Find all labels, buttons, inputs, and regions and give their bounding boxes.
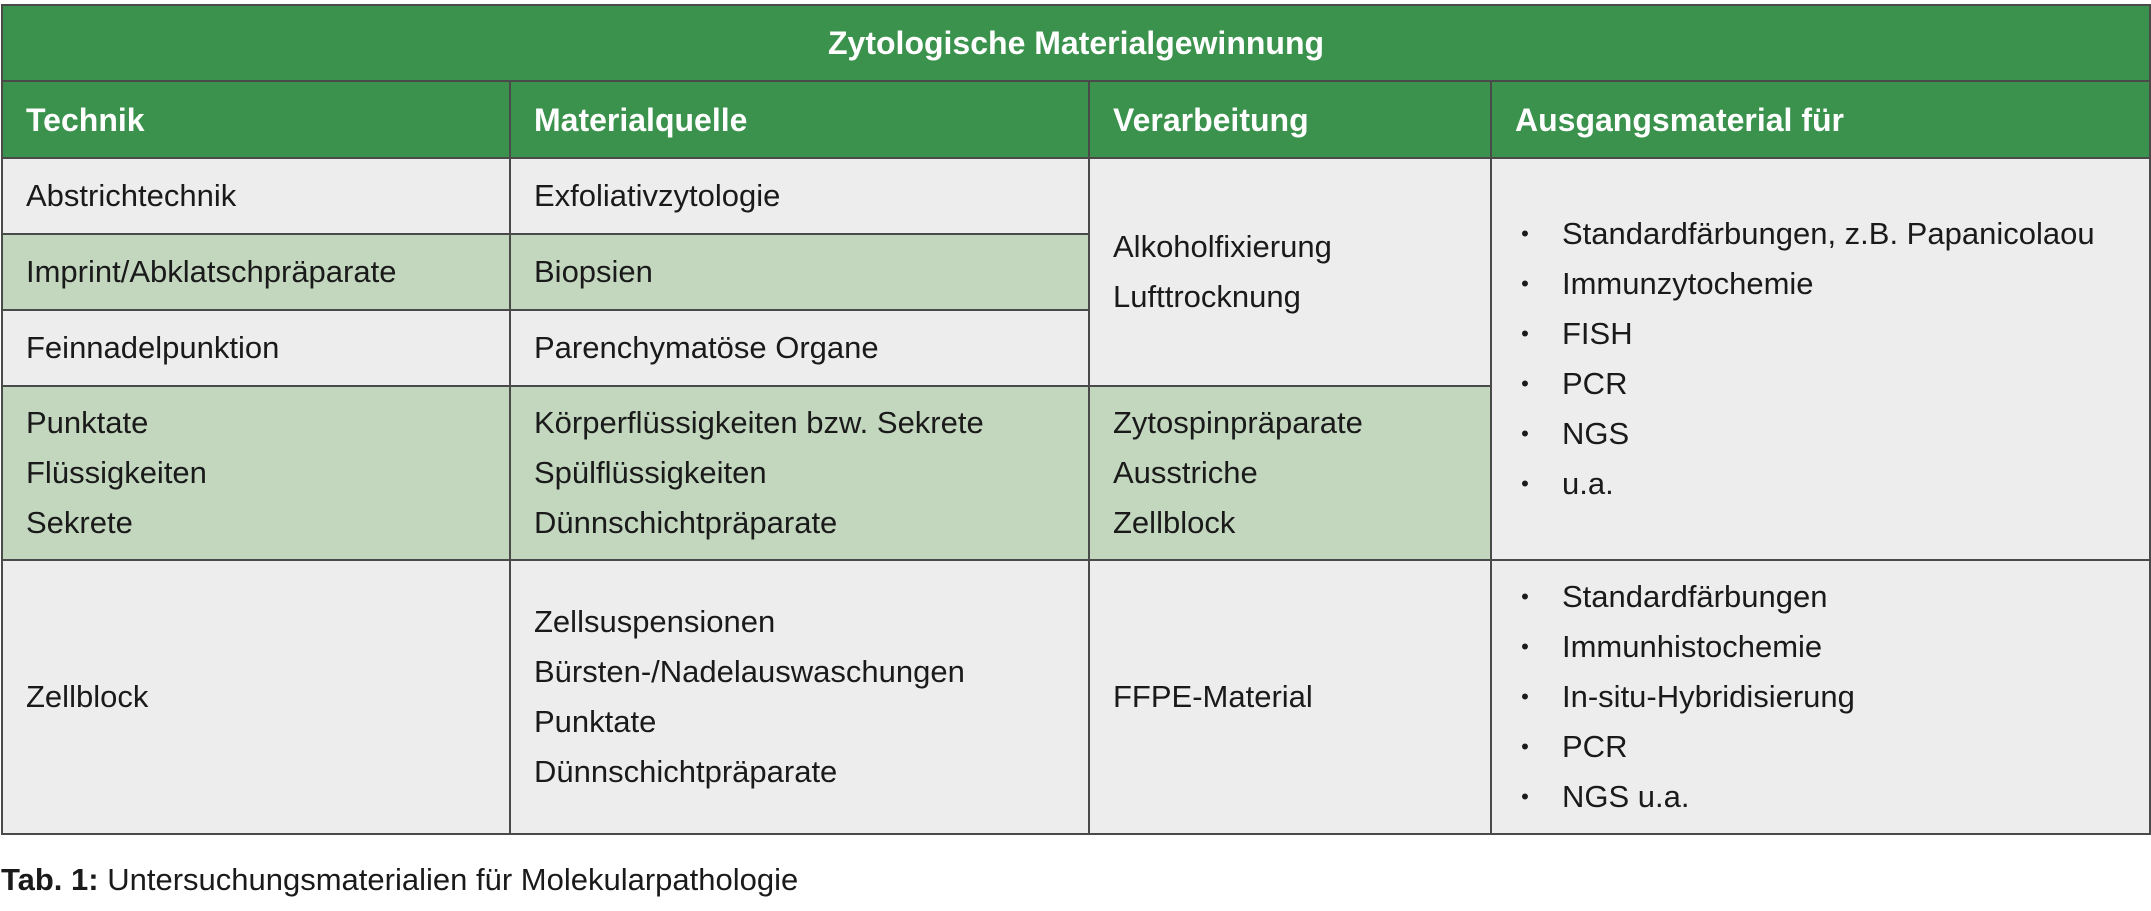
cell-materialquelle: Zellsuspensionen Bürsten-/Nadelauswaschungen Punktate Dünnschichtpräparate	[510, 560, 1089, 834]
cell-ausgangsmaterial-merged	[1491, 158, 2150, 560]
header-row	[2, 81, 2150, 158]
cell-technik: Feinnadelpunktion	[2, 310, 510, 386]
list-item: • Standardfärbungen	[1515, 572, 2149, 622]
cell-ausgangsmaterial	[1491, 560, 2150, 834]
table-row	[2, 560, 2150, 834]
header-materialquelle: Materialquelle	[510, 81, 1089, 158]
cell-materialquelle: Körperflüssigkeiten bzw. Sekrete Spülflüssigkeiten Dünnschichtpräparate	[510, 386, 1089, 560]
cell-materialquelle: Exfoliativzytologie	[510, 158, 1089, 234]
cell-materialquelle: Parenchymatöse Organe	[510, 310, 1089, 386]
material-table	[1, 4, 2151, 835]
cell-materialquelle: Biopsien	[510, 234, 1089, 310]
list-item: • FISH	[1515, 309, 2149, 359]
cell-verarbeitung: Zytospinpräparate Ausstriche Zellblock	[1089, 386, 1491, 560]
table-row	[2, 158, 2150, 234]
ausgangsmaterial-list	[1515, 572, 2149, 822]
bullet-icon: •	[1521, 321, 1529, 346]
table-caption	[1, 862, 798, 898]
bullet-icon: •	[1521, 471, 1529, 496]
cell-technik: Imprint/Abklatschpräparate	[2, 234, 510, 310]
cell-technik: Punktate Flüssigkeiten Sekrete	[2, 386, 510, 560]
header-verarbeitung: Verarbeitung	[1089, 81, 1491, 158]
cell-verarbeitung: FFPE-Material	[1089, 560, 1491, 834]
list-item: • Immunzytochemie	[1515, 259, 2149, 309]
header-ausgangsmaterial: Ausgangsmaterial für	[1491, 81, 2150, 158]
list-item: • Immunhistochemie	[1515, 622, 2149, 672]
cell-technik: Zellblock	[2, 560, 510, 834]
caption-label: Tab. 1:	[1, 862, 99, 897]
bullet-icon: •	[1521, 421, 1529, 446]
list-item: • NGS u.a.	[1515, 772, 2149, 822]
list-item: • Standardfärbungen, z.B. Papanicolaou	[1515, 209, 2149, 259]
bullet-icon: •	[1521, 784, 1529, 809]
list-item: • PCR	[1515, 722, 2149, 772]
bullet-icon: •	[1521, 634, 1529, 659]
header-technik: Technik	[2, 81, 510, 158]
bullet-icon: •	[1521, 371, 1529, 396]
bullet-icon: •	[1521, 584, 1529, 609]
list-item: • u.a.	[1515, 459, 2149, 509]
bullet-icon: •	[1521, 734, 1529, 759]
ausgangsmaterial-list	[1515, 209, 2149, 509]
table-title: Zytologische Materialgewinnung	[2, 5, 2150, 81]
caption-text: Untersuchungsmaterialien für Molekularpathologie	[98, 862, 799, 897]
bullet-icon: •	[1521, 221, 1529, 246]
list-item: • In-situ-Hybridisierung	[1515, 672, 2149, 722]
bullet-icon: •	[1521, 271, 1529, 296]
cell-verarbeitung-merged: Alkoholfixierung Lufttrocknung	[1089, 158, 1491, 386]
bullet-icon: •	[1521, 684, 1529, 709]
list-item: • NGS	[1515, 409, 2149, 459]
list-item: • PCR	[1515, 359, 2149, 409]
cell-technik: Abstrichtechnik	[2, 158, 510, 234]
